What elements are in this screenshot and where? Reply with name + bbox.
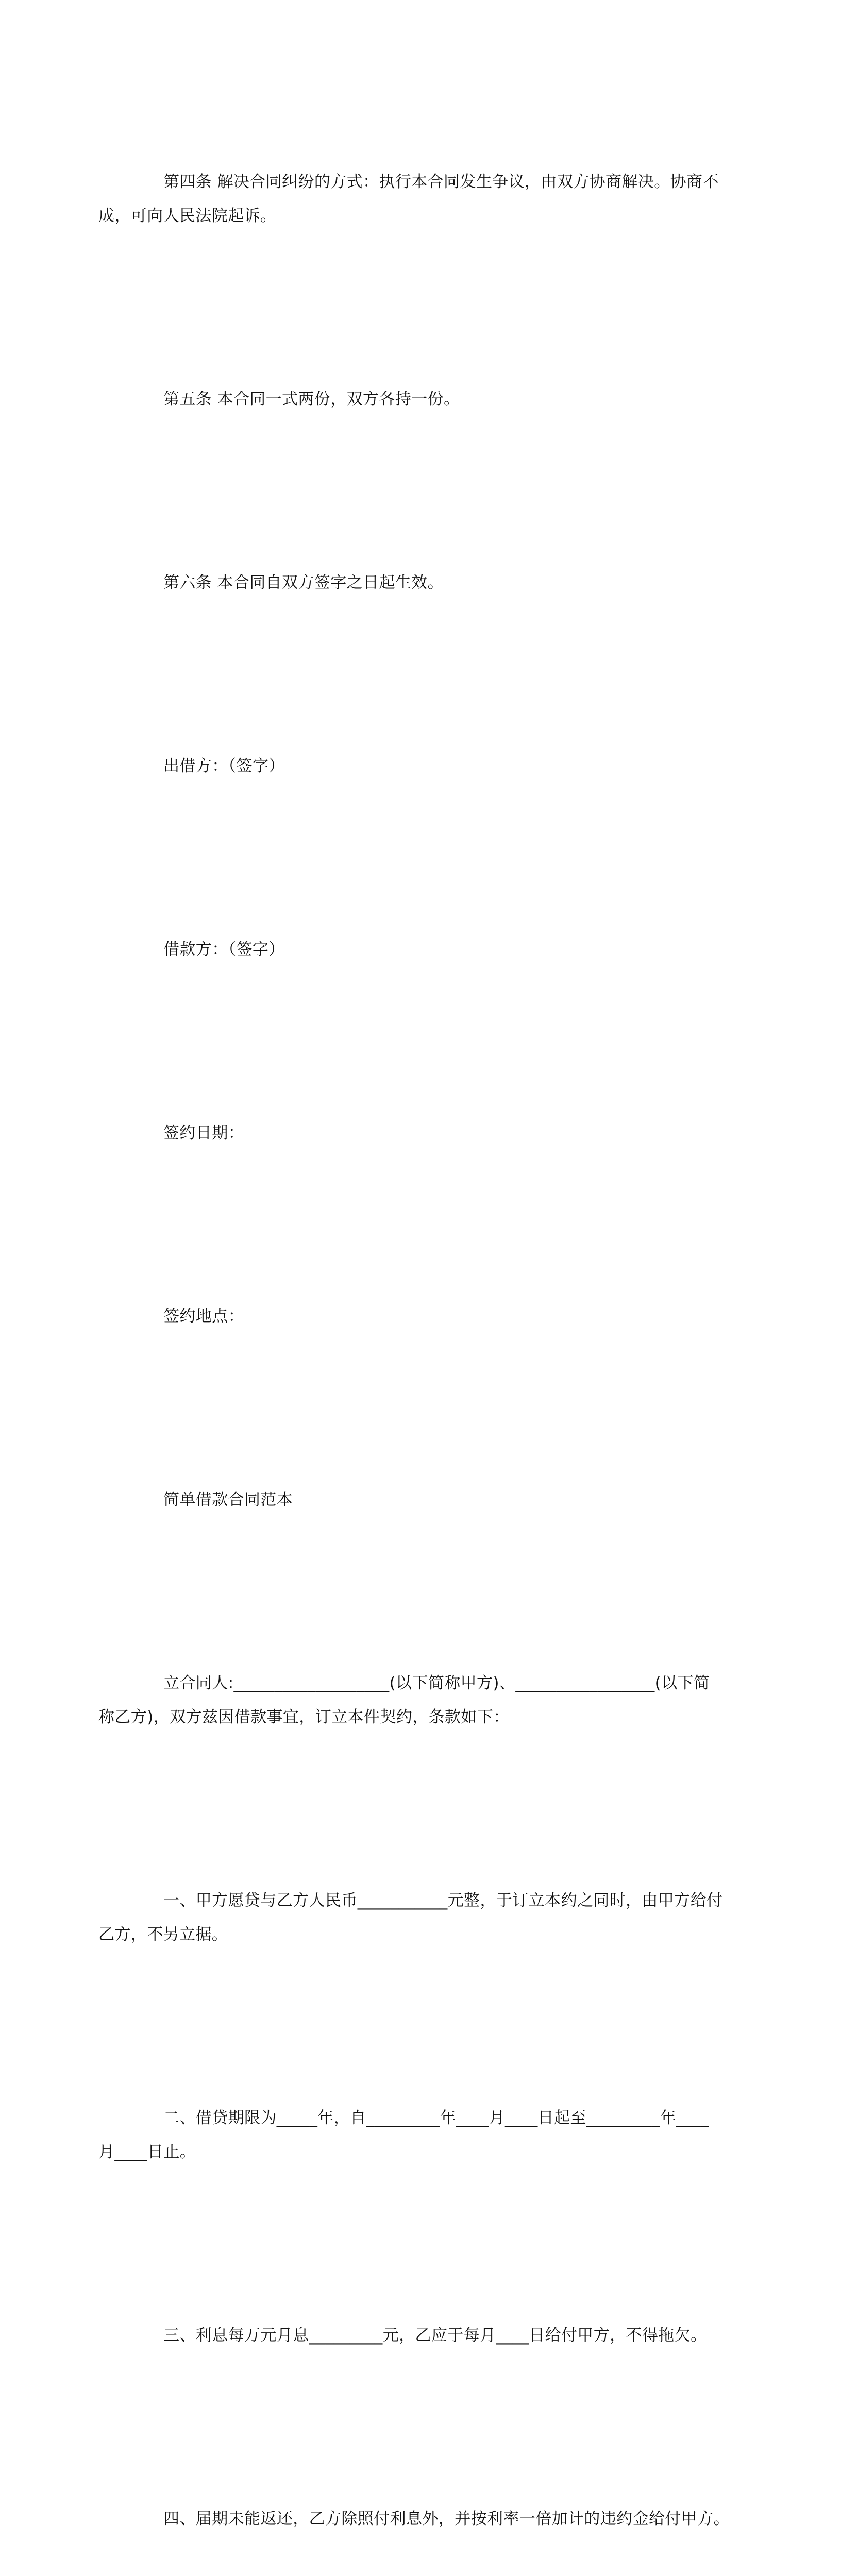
text-line: 月____日止。 [98,2143,196,2161]
term-2-loan-period [98,2033,740,2237]
text-line: 借款方：（签字） [163,940,285,959]
term-3-interest [98,2250,740,2420]
borrower-signature-line [98,865,740,1035]
template-title [98,1415,740,1585]
text-line: 签约日期： [163,1124,244,1142]
text-line: 第五条 本合同一式两份，双方各持一份。 [163,390,460,409]
text-line: 立合同人:___________________(以下简称甲方)、_________________(以下简 [163,1674,710,1692]
document-body [98,97,740,2576]
clause-4-dispute-resolution [98,97,740,301]
signing-place-line [98,1231,740,1401]
term-1-loan-amount [98,1816,740,2020]
text-line: 成，可向人民法院起诉。 [98,207,277,225]
text-line: 称乙方)，双方兹因借款事宜，订立本件契约，条款如下： [98,1708,510,1726]
text-line: 四、届期未能返还，乙方除照付利息外，并按利率一倍加计的违约金给付甲方。 [163,2510,730,2528]
text-line: 第六条 本合同自双方签字之日起生效。 [163,573,444,592]
text-line: 二、借贷期限为_____年，自_________年____月____日起至_________年____ [163,2109,709,2127]
text-line: 简单借款合同范本 [163,1490,293,1509]
text-line: 乙方，不另立据。 [98,1925,228,1944]
clause-6-effective-date [98,498,740,668]
text-line: 签约地点： [163,1307,244,1326]
text-line: 三、利息每万元月息_________元，乙应于每月____日给付甲方，不得拖欠。 [163,2326,707,2345]
text-line: 第四条 解决合同纠纷的方式：执行本合同发生争议，由双方协商解决。协商不 [163,173,719,191]
clause-5-copies [98,314,740,484]
signing-date-line [98,1048,740,1218]
term-4-default-penalty [98,2434,740,2576]
text-line: 一、甲方愿贷与乙方人民币___________元整，于订立本约之同时，由甲方给付 [163,1891,723,1910]
lender-signature-line [98,681,740,851]
contracting-parties [98,1598,740,1802]
text-line: 出借方：（签字） [163,757,285,775]
